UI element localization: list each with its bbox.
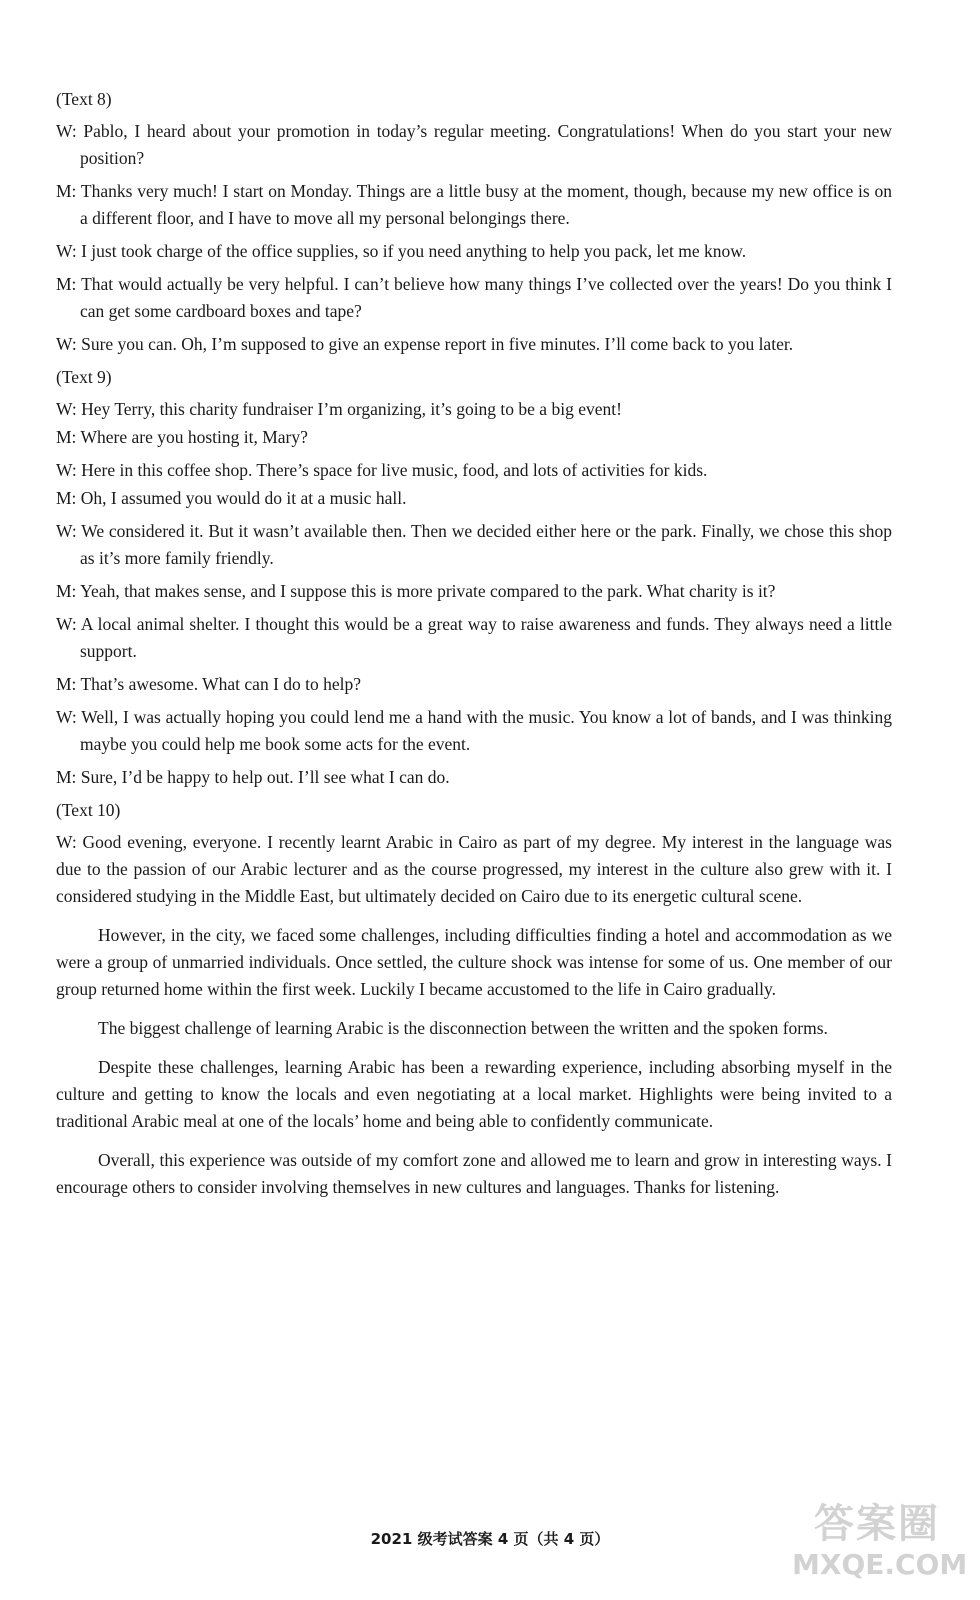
text-9-line-4: M: Oh, I assumed you would do it at a music hall. (56, 488, 407, 508)
text-8-line-1: W: Pablo, I heard about your promotion in today’s regular meeting. Congratulations! When do you start your new position? (56, 121, 892, 168)
text-9-line-1: W: Hey Terry, this charity fundraiser I’m organizing, it’s going to be a big event! (56, 399, 622, 419)
text-9-line-10: M: Sure, I’d be happy to help out. I’ll see what I can do. (56, 767, 450, 787)
watermark-url: MXQE.COM (792, 1548, 968, 1581)
text-9-line-9: W: Well, I was actually hoping you could lend me a hand with the music. You know a lot of bands, and I was thinking maybe you could help me book some acts for the event. (56, 707, 892, 754)
page-footer: 2021 级考试答案 4 页（共 4 页） (370, 1530, 610, 1548)
text-9-line-6: M: Yeah, that makes sense, and I suppose this is more private compared to the park. What charity is it? (56, 581, 776, 601)
text-8-line-5: W: Sure you can. Oh, I’m supposed to give an expense report in five minutes. I’ll come back to you later. (56, 334, 794, 354)
text-9-line-8: M: That’s awesome. What can I do to help? (56, 674, 362, 694)
text-8-line-3: W: I just took charge of the office supplies, so if you need anything to help you pack, let me know. (56, 241, 747, 261)
text-10-intro: W: Good evening, everyone. I recently learnt Arabic in Cairo as part of my degree. My interest in the language was due to the passion of our Arabic lecturer and as the course progressed, my interest in the culture also grew with it. I considered studying in the Middle East, but ultimately decided on Cairo due to its energetic cultural scene. (56, 832, 892, 906)
watermark-glyphs: 答案圈 (814, 1501, 940, 1547)
answer-sheet-page (56, 86, 892, 1213)
text-9-line-5: W: We considered it. But it wasn’t available then. Then we decided either here or the park. Finally, we chose this shop as it’s more family friendly. (56, 521, 892, 568)
text-10-label: (Text 10) (56, 800, 121, 820)
text-8-line-2: M: Thanks very much! I start on Monday. Things are a little busy at the moment, though, because my new office is on a different floor, and I have to move all my personal belongings there. (56, 181, 892, 228)
text-10-paragraph-1: However, in the city, we faced some challenges, including difficulties finding a hotel and accommodation as we were a group of unmarried individuals. Once settled, the culture shock was intense for some of us. One member of our group returned home within the first week. Luckily I became accustomed to the life in Cairo gradually. (56, 925, 892, 999)
text-10-paragraph-4: Overall, this experience was outside of my comfort zone and allowed me to learn and grow in interesting ways. I encourage others to consider involving themselves in new cultures and languages. Thanks for listening. (56, 1150, 892, 1197)
text-9-label: (Text 9) (56, 367, 112, 387)
text-8-section (56, 86, 892, 358)
text-9-line-3: W: Here in this coffee shop. There’s space for live music, food, and lots of activities for kids. (56, 460, 708, 480)
text-10-paragraph-2: The biggest challenge of learning Arabic is the disconnection between the written and the spoken forms. (98, 1018, 828, 1038)
text-10-paragraph-3: Despite these challenges, learning Arabic has been a rewarding experience, including absorbing myself in the culture and getting to know the locals and even negotiating at a local market. Highlights were being invited to a traditional Arabic meal at one of the locals’ home and being able to confidently communicate. (56, 1057, 892, 1131)
text-9-line-7: W: A local animal shelter. I thought this would be a great way to raise awareness and funds. They always need a little support. (56, 614, 892, 661)
text-8-label: (Text 8) (56, 89, 112, 109)
text-8-line-4: M: That would actually be very helpful. I can’t believe how many things I’ve collected over the years! Do you think I can get some cardboard boxes and tape? (56, 274, 892, 321)
text-10-section (56, 797, 892, 1201)
text-9-section (56, 364, 892, 791)
site-watermark (792, 1500, 968, 1596)
text-9-line-2: M: Where are you hosting it, Mary? (56, 427, 308, 447)
